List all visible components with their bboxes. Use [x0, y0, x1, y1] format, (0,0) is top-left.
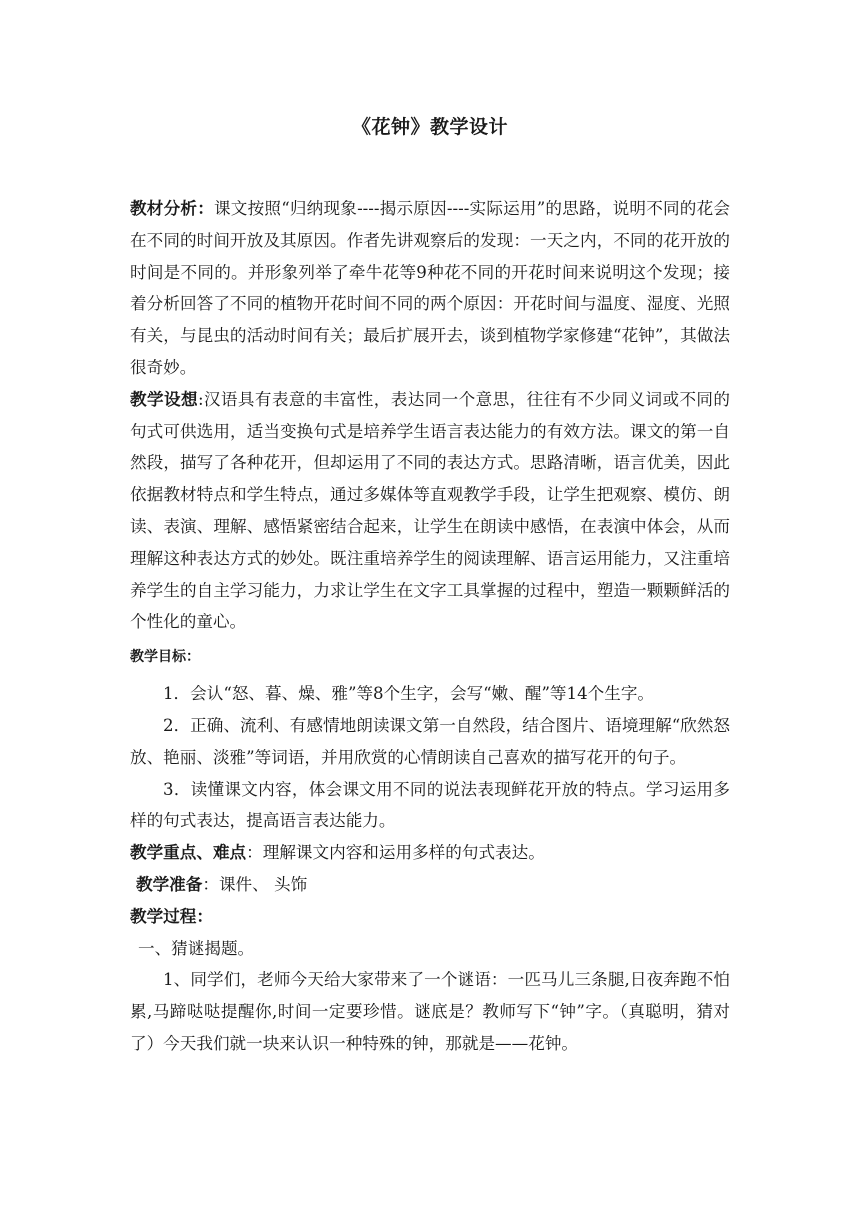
goal-item-2: 2．正确、流利、有感情地朗读课文第一自然段，结合图片、语境理解“欣然怒放、艳丽、淡雅”等词语，并用欣赏的心情朗读自己喜欢的描写花开的句子。 — [130, 715, 730, 767]
analysis-label: 教材分析： — [130, 198, 214, 218]
design-idea-label: 教学设想 — [130, 388, 198, 409]
key-points-label: 教学重点、难点 — [130, 842, 247, 863]
process-step-1: 1、同学们，老师今天给大家带来了一个谜语：一匹马儿三条腿,日夜奔跑不怕累,马蹄哒哒提醒你,时间一定要珍惜。谜底是？教师写下“钟”字。（真聪明，猜对了）今天我们就一块来认识一种特殊的钟，那就是——花钟。 — [130, 970, 730, 1053]
document-body — [130, 193, 730, 1060]
key-points-paragraph — [130, 837, 730, 869]
preparation-text: ：课件、 头饰 — [202, 874, 308, 894]
analysis-paragraph — [130, 193, 730, 384]
goal-item-1: 1．会认“怒、暮、燥、雅”等8个生字，会写“嫩、醒”等14个生字。 — [163, 684, 655, 704]
analysis-text: 课文按照“归纳现象----揭示原因----实际运用”的思路，说明不同的花会在不同的时间开放及其原因。作者先讲观察后的发现：一天之内，不同的花开放的时间是不同的。并形象列举了牵牛花等9种花不同的开花时间来说明这个发现；接着分析回答了不同的植物开花时间不同的两个原因：开花时间与温度、湿度、光照有关，与昆虫的活动时间有关；最后扩展开去，谈到植物学家修建“花钟”，其做法很奇妙。 — [130, 199, 730, 377]
key-points-text: ：理解课文内容和运用多样的句式表达。 — [246, 843, 545, 863]
document-title: 《花钟》教学设计 — [351, 116, 508, 138]
process-heading: 教学过程： — [130, 905, 213, 926]
preparation-paragraph — [130, 869, 730, 901]
goal-item-3: 3．读懂课文内容，体会课文用不同的说法表现鲜花开放的特点。学习运用多样的句式表达，提高语言表达能力。 — [130, 779, 730, 831]
design-idea-paragraph — [130, 384, 730, 638]
goals-heading: 教学目标： — [130, 649, 200, 666]
process-section-1: 一、猜谜揭题。 — [138, 938, 255, 958]
preparation-label: 教学准备 — [136, 873, 203, 894]
design-idea-text: :汉语具有表意的丰富性，表达同一个意思，往往有不少同义词或不同的句式可供选用，适当变换句式是培养学生语言表达能力的有效方法。课文的第一自然段，描写了各种花开，但却运用了不同的表达方式。思路清晰，语言优美，因此依据教材特点和学生特点，通过多媒体等直观教学手段，让学生把观察、模仿、朗读、表演、理解、感悟紧密结合起来，让学生在朗读中感悟，在表演中体会，从而理解这种表达方式的妙处。既注重培养学生的阅读理解、语言运用能力，又注重培养学生的自主学习能力，力求让学生在文字工具掌握的过程中，塑造一颗颗鲜活的个性化的童心。 — [130, 389, 731, 632]
